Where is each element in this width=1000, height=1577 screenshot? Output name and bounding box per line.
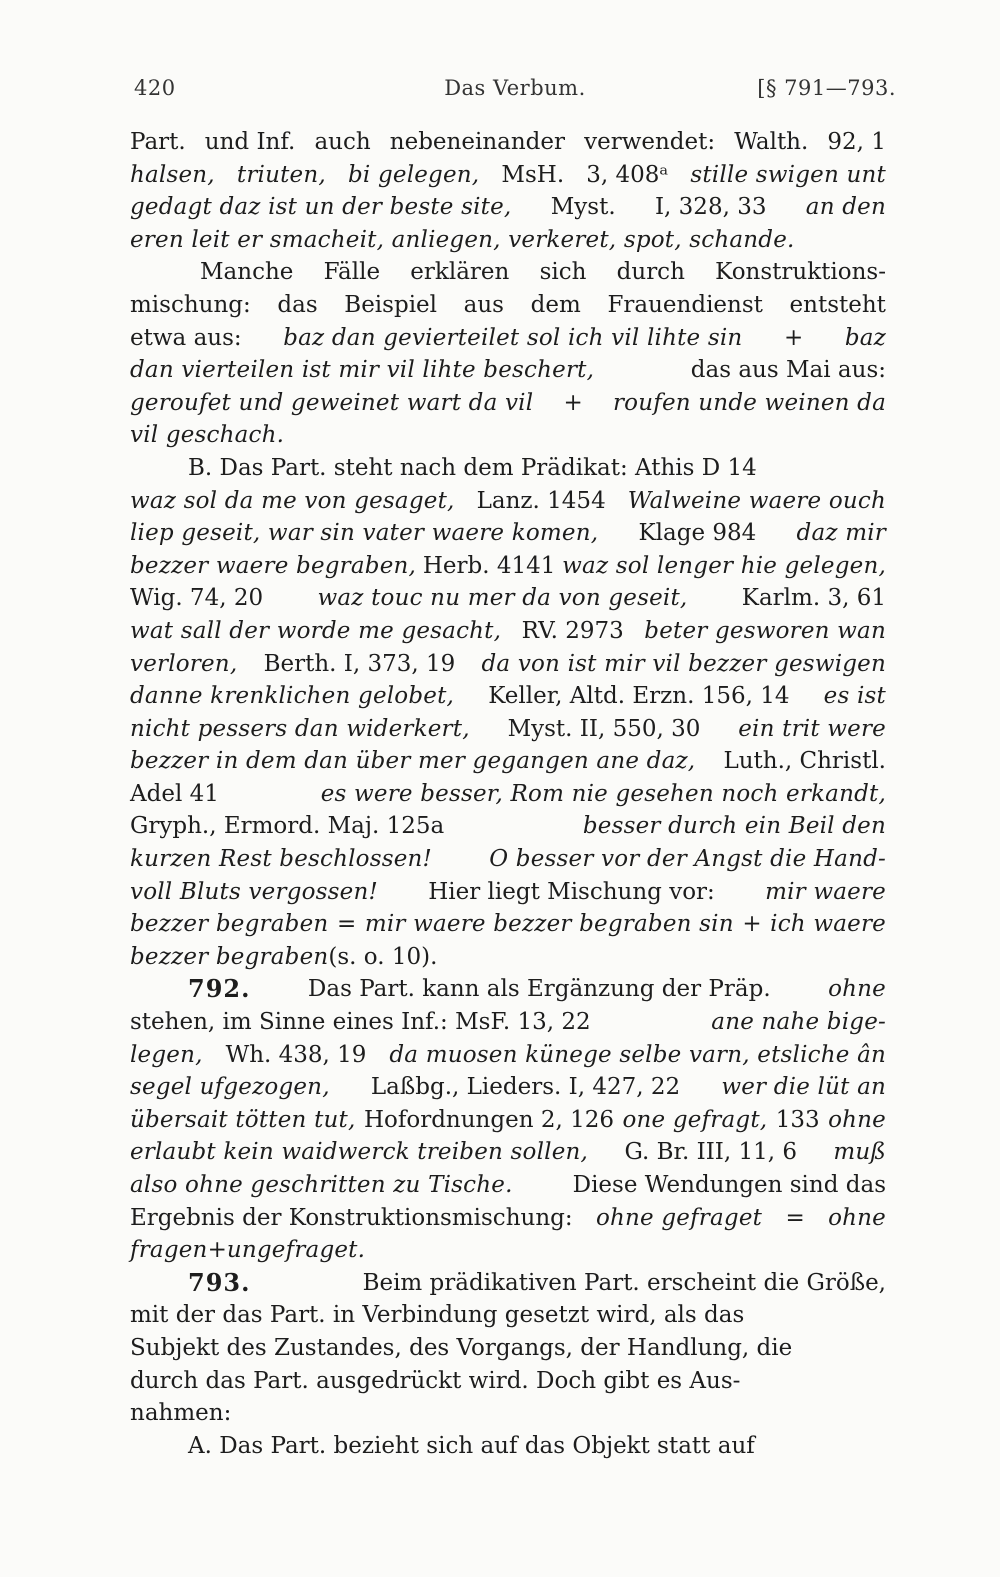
quotation-segment: verloren, xyxy=(130,650,238,677)
text-segment: durch das Part. ausgedrückt wird. Doch gibt es Aus- xyxy=(130,1367,741,1394)
text-segment: Part. xyxy=(130,129,186,155)
text-segment: erklären xyxy=(410,259,510,286)
quotation-segment: kurzen Rest beschlossen! xyxy=(130,846,432,873)
quotation-segment: ich waere xyxy=(770,911,886,938)
text-segment: G. Br. III, 11, 6 xyxy=(624,1139,798,1166)
chapter-title: Das Verbum. xyxy=(444,76,586,100)
text-segment: = xyxy=(336,911,357,938)
body-text xyxy=(130,126,886,1462)
quotation-segment: legen, xyxy=(130,1041,203,1068)
text-segment: Frauendienst xyxy=(607,291,763,318)
text-line xyxy=(130,876,886,909)
text-segment: Herb. 4141 xyxy=(422,552,556,579)
text-segment: Karlm. 3, 61 xyxy=(741,585,886,612)
quotation-segment: muß xyxy=(833,1139,886,1166)
quotation-segment: ohne xyxy=(828,1106,886,1133)
text-line xyxy=(130,517,886,550)
text-segment: mit der das Part. in Verbindung gesetzt wird, als das xyxy=(130,1302,745,1329)
quotation-segment: bezzer begraben xyxy=(130,911,329,938)
text-segment: Fälle xyxy=(323,259,381,286)
text-line xyxy=(130,1299,886,1332)
quotation-segment: baz dan gevierteilet sol ich vil lihte sin xyxy=(283,324,743,351)
text-line xyxy=(130,126,886,159)
text-line xyxy=(130,1430,886,1463)
quotation-segment: ohne gefraget xyxy=(595,1204,763,1231)
quotation-segment: da muosen künege selbe varn, etsliche ân xyxy=(389,1041,886,1068)
quotation-segment: baz xyxy=(844,324,886,351)
text-segment: MsH. xyxy=(501,161,565,188)
text-segment: (s. o. 10). xyxy=(328,943,438,970)
text-segment: verwendet: xyxy=(584,129,716,155)
quotation-segment: O besser vor der Angst die Hand- xyxy=(489,846,886,873)
quotation-segment: gedagt daz ist un der beste site, xyxy=(130,194,512,221)
text-segment: auch xyxy=(314,129,371,155)
text-segment: etwa aus: xyxy=(130,324,242,351)
text-segment: sich xyxy=(539,259,587,286)
text-segment: Berth. I, 373, 19 xyxy=(263,650,456,677)
quotation-segment: es were besser, Rom nie gesehen noch erkandt, xyxy=(320,780,886,807)
section-range: [§ 791—793. xyxy=(757,76,896,100)
text-segment: Wig. 74, 20 xyxy=(130,585,264,612)
text-segment: das xyxy=(277,291,318,318)
quotation-segment: bezzer in dem dan über mer gegangen ane daz, xyxy=(130,748,696,775)
quotation-segment: daz mir xyxy=(796,520,886,547)
text-line xyxy=(130,419,886,452)
text-line xyxy=(130,778,886,811)
text-segment: A. Das Part. bezieht sich auf das Objekt statt auf xyxy=(188,1432,755,1459)
page-number: 420 xyxy=(134,76,176,100)
text-line xyxy=(130,550,886,583)
quotation-segment: fragen xyxy=(130,1237,208,1264)
text-segment: nahmen: xyxy=(130,1400,232,1427)
quotation-segment: danne krenklichen gelobet, xyxy=(130,683,455,710)
quotation-segment: liep geseit, war sin vater waere komen, xyxy=(130,520,599,547)
quotation-segment: da von ist mir vil bezzer geswigen xyxy=(481,650,886,677)
text-line xyxy=(130,680,886,713)
text-line xyxy=(130,1267,886,1300)
text-segment: Beispiel xyxy=(344,291,438,318)
quotation-segment: ohne xyxy=(828,1204,886,1231)
running-header xyxy=(134,76,896,112)
quotation-segment: beter gesworen wan xyxy=(644,617,886,644)
quotation-segment: waz touc nu mer da von geseit, xyxy=(317,585,688,612)
text-segment: + xyxy=(563,389,583,416)
quotation-segment: ane nahe bige- xyxy=(711,1009,886,1036)
text-segment: B. Das Part. steht nach dem Prädikat: Athis D 14 xyxy=(188,454,757,481)
quotation-segment: vil geschach. xyxy=(130,422,285,449)
quotation-segment: bezzer begraben xyxy=(130,943,329,970)
text-line xyxy=(130,1234,886,1267)
quotation-segment: eren leit er smacheit, anliegen, verkeret, spot, schande. xyxy=(130,226,795,253)
quotation-segment: mir waere bezzer begraben sin xyxy=(364,911,734,938)
text-segment: das aus Mai aus: xyxy=(690,357,886,384)
quotation-segment: wer die lüt an xyxy=(721,1074,886,1101)
text-line xyxy=(130,485,886,518)
text-line xyxy=(130,973,886,1006)
quotation-segment: bi gelegen, xyxy=(347,161,480,188)
text-line xyxy=(130,745,886,778)
text-segment: Manche xyxy=(200,259,294,286)
text-segment: Myst. II, 550, 30 xyxy=(507,715,701,742)
quotation-segment: ein trit were xyxy=(738,715,886,742)
text-segment: + xyxy=(783,324,804,351)
text-line xyxy=(130,713,886,746)
quotation-segment: waz sol lenger hie gelegen, xyxy=(562,552,886,579)
text-line xyxy=(130,1397,886,1430)
quotation-segment: dan vierteilen ist mir vil lihte beschert, xyxy=(130,357,595,384)
section-number: 792. xyxy=(188,974,251,1004)
text-line xyxy=(130,1006,886,1039)
text-line xyxy=(130,1071,886,1104)
text-segment: Adel 41 xyxy=(130,780,219,807)
quotation-segment: geroufet und geweinet wart da vil xyxy=(130,389,534,416)
text-segment: I, 328, 33 xyxy=(654,194,767,221)
text-segment: Konstruktions- xyxy=(715,259,886,286)
text-segment: + xyxy=(207,1237,227,1264)
text-line xyxy=(130,1202,886,1235)
section-number: 793. xyxy=(188,1267,251,1297)
text-line xyxy=(130,843,886,876)
quotation-segment: triuten, xyxy=(236,161,326,188)
quotation-segment: segel ufgezogen, xyxy=(130,1074,330,1101)
text-segment: Myst. xyxy=(550,194,616,221)
text-segment: dem xyxy=(530,291,581,318)
text-segment: Laßbg., Lieders. I, 427, 22 xyxy=(370,1074,681,1101)
text-line xyxy=(130,1365,886,1398)
quotation-segment: one gefragt, xyxy=(622,1106,768,1133)
quotation-segment: mir waere xyxy=(765,878,886,905)
text-segment: Diese Wendungen sind das xyxy=(572,1172,886,1198)
text-line xyxy=(130,1136,886,1169)
quotation-segment: voll Bluts vergossen! xyxy=(130,878,378,905)
text-line xyxy=(130,224,886,257)
text-segment: mischung: xyxy=(130,291,251,318)
text-line xyxy=(130,387,886,420)
text-line xyxy=(130,582,886,615)
text-segment: 92, 1 xyxy=(827,129,886,155)
text-segment: Luth., Christl. xyxy=(723,748,886,775)
text-line xyxy=(130,1039,886,1072)
text-line xyxy=(130,322,886,355)
text-segment: und Inf. xyxy=(204,129,296,155)
text-segment: Hofordnungen 2, 126 xyxy=(363,1106,614,1133)
quotation-segment: ohne xyxy=(828,976,886,1003)
quotation-segment: übersait tötten tut, xyxy=(130,1106,356,1133)
text-line xyxy=(130,1332,886,1365)
quotation-segment: halsen, xyxy=(130,161,215,188)
text-segment: Lanz. 1454 xyxy=(476,487,606,514)
text-line xyxy=(130,648,886,681)
text-segment: durch xyxy=(616,259,685,286)
text-line xyxy=(130,354,886,387)
quotation-segment: Walweine waere ouch xyxy=(627,487,886,514)
text-segment: stehen, im Sinne eines Inf.: MsF. 13, 22 xyxy=(130,1009,591,1036)
text-segment: 3, 408ᵃ xyxy=(586,161,669,188)
text-segment: entsteht xyxy=(789,291,886,318)
text-segment: Subjekt des Zustandes, des Vorgangs, der Handlung, die xyxy=(130,1334,793,1361)
text-segment: Wh. 438, 19 xyxy=(225,1041,367,1068)
text-segment: RV. 2973 xyxy=(521,617,624,644)
quotation-segment: also ohne geschritten zu Tische. xyxy=(130,1172,513,1198)
text-segment: Ergebnis der Konstruktionsmischung: xyxy=(130,1204,573,1231)
text-line xyxy=(130,159,886,192)
text-line xyxy=(130,191,886,224)
text-segment: + xyxy=(742,911,762,938)
text-segment: Hier liegt Mischung vor: xyxy=(428,878,715,905)
quotation-segment: besser durch ein Beil den xyxy=(582,813,886,840)
quotation-segment: erlaubt kein waidwerck treiben sollen, xyxy=(130,1139,589,1166)
quotation-segment: nicht pessers dan widerkert, xyxy=(130,715,470,742)
text-line xyxy=(130,941,886,974)
quotation-segment: ungefraget. xyxy=(226,1237,366,1264)
text-segment: 133 xyxy=(775,1106,820,1133)
text-line xyxy=(130,1169,886,1202)
text-line xyxy=(130,256,886,289)
quotation-segment: an den xyxy=(805,194,886,221)
text-segment: Walth. xyxy=(734,129,809,155)
quotation-segment: wat sall der worde me gesacht, xyxy=(130,617,502,644)
text-line xyxy=(130,289,886,322)
text-segment: aus xyxy=(463,291,504,318)
text-segment: Beim prädikativen Part. erscheint die Größe, xyxy=(362,1269,886,1296)
text-segment: Klage 984 xyxy=(638,520,757,547)
text-segment: Das Part. kann als Ergänzung der Präp. xyxy=(307,976,771,1003)
text-line xyxy=(130,908,886,941)
text-segment: Keller, Altd. Erzn. 156, 14 xyxy=(488,683,790,710)
quotation-segment: bezzer waere begraben, xyxy=(130,552,417,579)
text-segment: = xyxy=(785,1204,805,1231)
text-segment: nebeneinander xyxy=(389,129,565,155)
text-line xyxy=(130,615,886,648)
text-line xyxy=(130,810,886,843)
text-line xyxy=(130,452,886,485)
text-line xyxy=(130,1104,886,1137)
quotation-segment: roufen unde weinen da xyxy=(612,389,886,416)
quotation-segment: es ist xyxy=(823,683,886,710)
quotation-segment: stille swigen unt xyxy=(690,161,886,188)
text-segment: Gryph., Ermord. Maj. 125a xyxy=(130,813,445,840)
quotation-segment: waz sol da me von gesaget, xyxy=(130,487,455,514)
